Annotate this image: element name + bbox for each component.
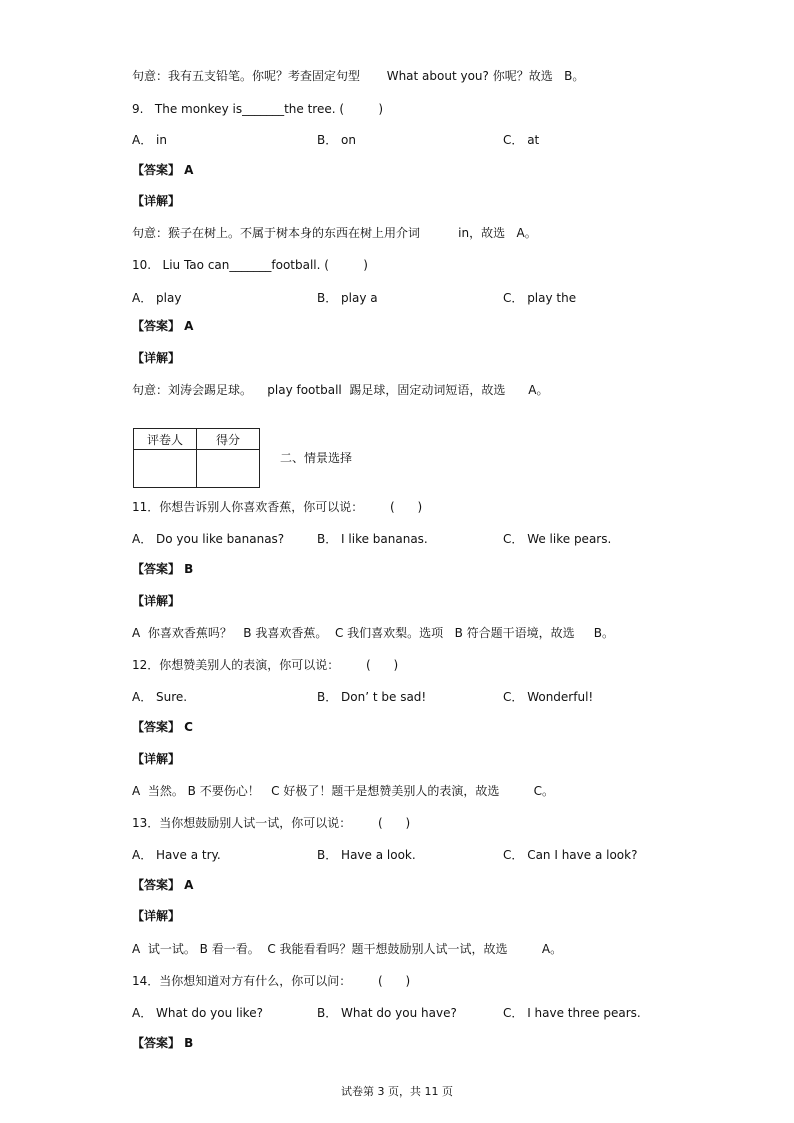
option-a: A． Do you like bananas? (132, 532, 285, 546)
option-a: A． Sure. (132, 690, 188, 704)
answer-label: 【答案】 B (132, 1036, 194, 1050)
answer-label: 【答案】 C (132, 720, 193, 734)
explanation-text: A 当然。 B 不要伤心！ C 好极了！题干是想赞美别人的表演，故选 C。 (132, 784, 555, 798)
option-a: A． in (132, 133, 167, 147)
question-14: 14．当你想知道对方有什么，你可以问： ( ) (132, 974, 411, 988)
explanation-text: A 你喜欢香蕉吗？ B 我喜欢香蕉。 C 我们喜欢梨。选项 B 符合题干语境，故选 B。 (132, 626, 614, 640)
option-b: B． play a (317, 291, 378, 305)
score-header: 得分 (197, 429, 260, 450)
question-11: 11．你想告诉别人你喜欢香蕉，你可以说： ( ) (132, 500, 423, 514)
option-a: A． play (132, 291, 182, 305)
option-c: C． We like pears. (503, 532, 612, 546)
answer-label: 【答案】 A (132, 878, 194, 892)
explanation-text: 句意：我有五支铅笔。你呢？考查固定句型 What about you? 你呢？故选 B。 (132, 69, 585, 83)
question-10: 10. Liu Tao can_______football. ( ) (132, 258, 368, 272)
option-b: B． on (317, 133, 356, 147)
grader-cell (134, 450, 197, 488)
question-12: 12．你想赞美别人的表演，你可以说： ( ) (132, 658, 399, 672)
answer-label: 【答案】 A (132, 319, 194, 333)
option-a: A． What do you like? (132, 1006, 263, 1020)
answer-label: 【答案】 B (132, 562, 194, 576)
question-9: 9. The monkey is_______the tree. ( ) (132, 102, 384, 116)
option-c: C． play the (503, 291, 577, 305)
score-table (133, 428, 260, 488)
option-b: B． Don’ t be sad! (317, 690, 427, 704)
answer-label: 【答案】 A (132, 163, 194, 177)
option-c: C． Wonderful! (503, 690, 594, 704)
question-13: 13．当你想鼓励别人试一试，你可以说： ( ) (132, 816, 411, 830)
option-a: A． Have a try. (132, 848, 221, 862)
option-b: B． What do you have? (317, 1006, 457, 1020)
section-title: 二、情景选择 (280, 451, 353, 465)
option-c: C． I have three pears. (503, 1006, 641, 1020)
detail-label: 【详解】 (132, 909, 181, 923)
explanation-text: A 试一试。 B 看一看。 C 我能看看吗？题干想鼓励别人试一试，故选 A。 (132, 942, 563, 956)
detail-label: 【详解】 (132, 594, 181, 608)
option-b: B． I like bananas. (317, 532, 428, 546)
option-c: C． Can I have a look? (503, 848, 638, 862)
option-b: B． Have a look. (317, 848, 416, 862)
detail-label: 【详解】 (132, 752, 181, 766)
option-c: C． at (503, 133, 540, 147)
explanation-text: 句意：猴子在树上。不属于树本身的东西在树上用介词 in，故选 A。 (132, 226, 537, 240)
detail-label: 【详解】 (132, 351, 181, 365)
score-cell (197, 450, 260, 488)
page-footer: 试卷第 3 页，共 11 页 (341, 1085, 453, 1098)
grader-header: 评卷人 (134, 429, 197, 450)
detail-label: 【详解】 (132, 194, 181, 208)
explanation-text: 句意：刘涛会踢足球。 play football 踢足球，固定动词短语，故选 A。 (132, 383, 549, 397)
